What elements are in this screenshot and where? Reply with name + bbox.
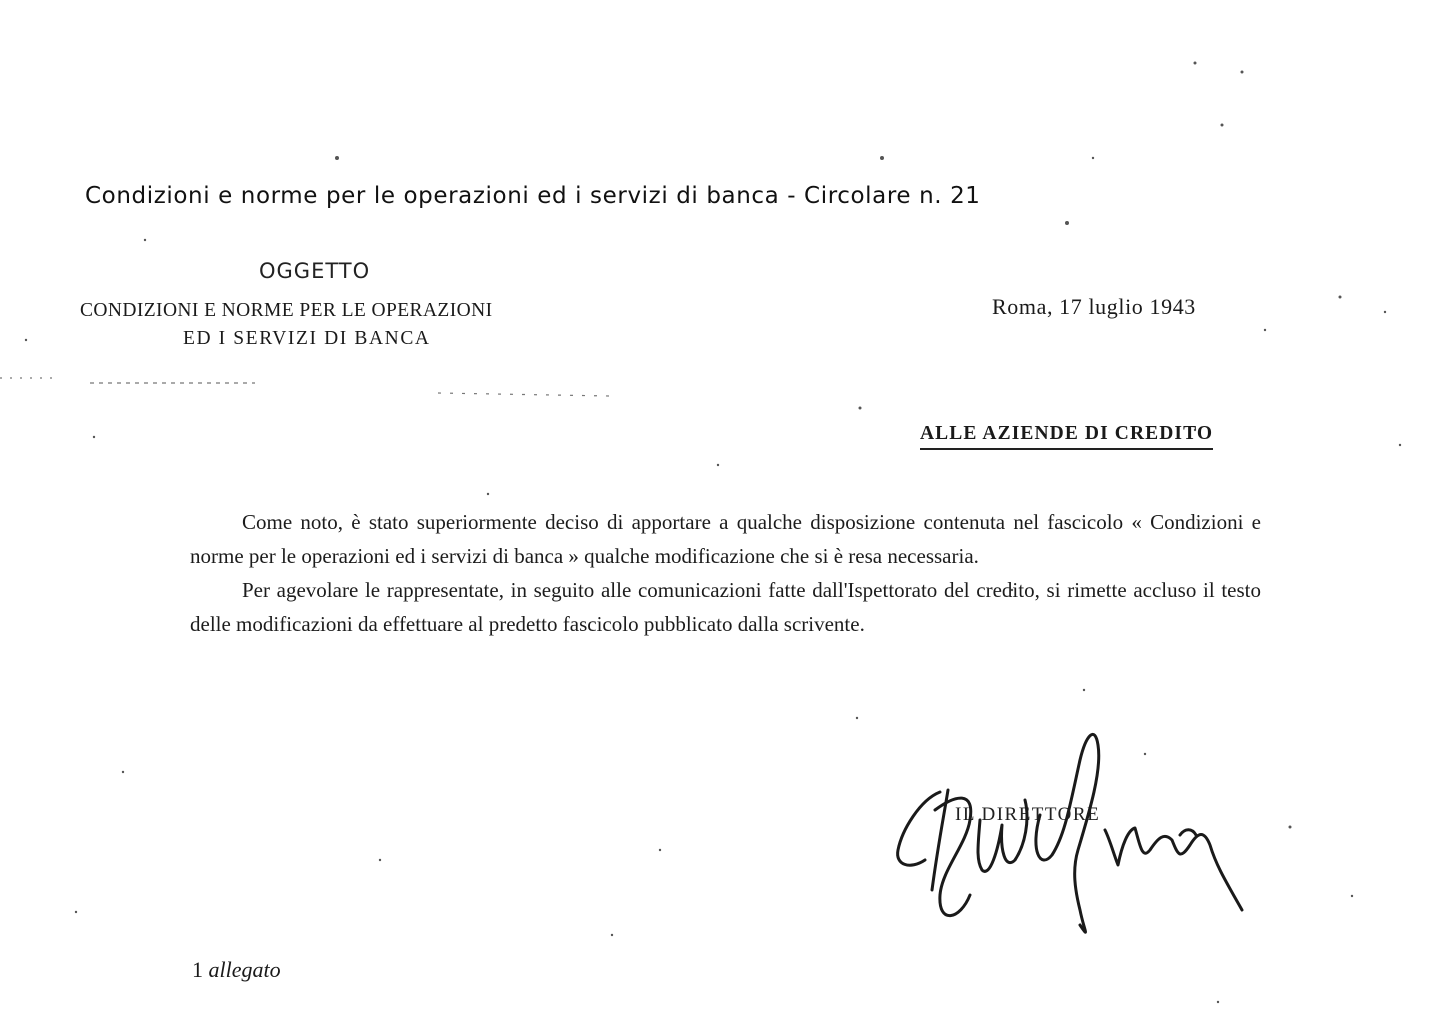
- signature-label: IL DIRETTORE: [955, 804, 1101, 825]
- place-date: Roma, 17 luglio 1943: [992, 294, 1196, 319]
- paragraph-1-text: Come noto, è stato superiormente deciso di apportare a qualche disposizione contenuta nel fascicolo « Condizioni e norme per le operazioni ed i servizi di banca » qualche modificazione che si è resa necessaria.: [190, 510, 1261, 568]
- letter-body: [190, 505, 1261, 641]
- attachment-note: [192, 957, 281, 983]
- signature-block: [880, 720, 1260, 950]
- attachment-count: 1: [192, 957, 203, 982]
- document-title: Condizioni e norme per le operazioni ed i servizi di banca - Circolare n. 21: [85, 183, 981, 209]
- attachment-label: allegato: [208, 957, 281, 982]
- recipient-line: ALLE AZIENDE DI CREDITO: [920, 423, 1213, 450]
- subject-line-1: CONDIZIONI E NORME PER LE OPERAZIONI: [80, 300, 493, 321]
- subject-label: OGGETTO: [259, 259, 371, 283]
- subject-line-2: ED I SERVIZI DI BANCA: [183, 328, 431, 349]
- handwritten-signature: [880, 720, 1260, 950]
- paragraph-1: [190, 505, 1261, 573]
- paragraph-2-text: Per agevolare le rappresentate, in seguito alle comunicazioni fatte dall'Ispettorato del credito, si rimette accluso il testo delle modificazioni da effettuare al predetto fascicolo pubblicato dalla scrivente.: [190, 578, 1261, 636]
- paragraph-2: [190, 573, 1261, 641]
